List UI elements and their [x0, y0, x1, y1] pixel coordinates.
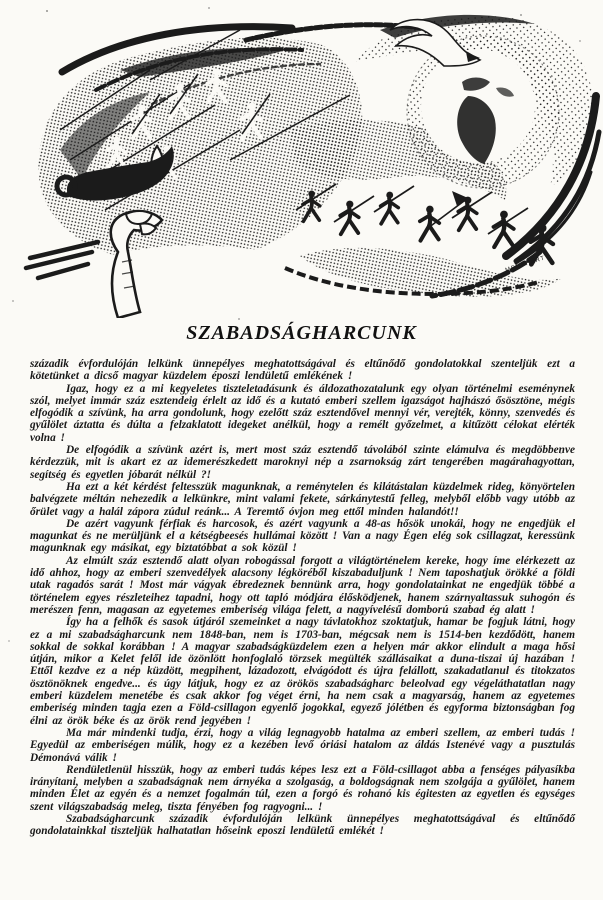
article-body	[30, 358, 575, 838]
header-illustration	[0, 0, 603, 318]
body-paragraph-7: Így ha a felhők és sasok útjáról szemeinket a nagy távlatokhoz szoktatjuk, hamar be fogjuk látni, hogy ez a mi szabadságharcunk nem 1848-ban, nem is 1703-ban, mégcsak nem is 1514-ben kezdődött, hanem sokkal de sokkal korábban ! A magyar szabadságküzdelem ezen a helyen már akkor elindult a maga hősi útján, mikor a Kelet felől ide özönlött honfoglaló törzsek megülték szállásaikat a duna-tiszai új hazában ! Ettől kezdve ez a nép küzdött, megpihent, lázadozott, elvágódott és újra felállott, szakadatlanul és titokzatos ösztönöknek engedve... és úgy látjuk, hogy ez az örökös szabadságharc beleolvad egy végeláthatatlan nagy emberi küzdelem menetébe és csak akkor fog véget érni, ha nem csak a magyarság, hanem az egyetemes emberiség minden tagja ezen a Föld-csillagon egyenlő jogokkal, egyező jólétben és egyforma biztonságban fog élni az örök béke és az örök rend jegyében !	[30, 616, 575, 727]
body-paragraph-9: Rendületlenül hisszük, hogy az emberi tudás képes lesz ezt a Föld-csillagot abba a fenséges pályasíkba irányítani, melyben a szabadságnak nem árnyéka a szolgaság, a boldogságnak nem szolgája a gyűlölet, hanem minden Élet az egyén és a nemzet fogalmán túl, ezen a forgó és rohanó kis égitesten az egyetlen és egységes szent világszabadság meleg, tiszta fényében fog ragyogni... !	[30, 763, 575, 813]
page-title: SZABADSÁGHARCUNK	[186, 322, 417, 344]
body-paragraph-8: Ma már mindenki tudja, érzi, hogy a világ legnagyobb hatalma az emberi szellem, az emberi tudás ! Egyedül az emberiségen múlik, hogy ez a kezében levő óriási hatalom az áldás Istenévé vagy a pusztulás Démonává válik !	[30, 726, 575, 764]
body-paragraph-5: De azért vagyunk férfiak és harcosok, és azért vagyunk a 48-as hősök unokái, hogy ne engedjük el magunkat és ne merüljünk el a kétségbeesés hullámai között ! Van a nagy Égen elég sok csillagzat, keressünk magunknak egy másikat, egy biztatóbbat a sok közül !	[30, 517, 575, 555]
globe-icon	[407, 36, 559, 188]
signature-text: MENYHÁRT	[504, 255, 547, 274]
body-paragraph-6: Az elmúlt száz esztendő alatt olyan robogással forgott a világtörténelem kereke, hogy íme elérkezett az idő ahhoz, hogy az emberi szenvedélyek alacsony légköréből kiszabaduljunk ! Nem taposhatjuk örökké a földi utak ragadós sarát ! Most már vágyak ébredeznek bennünk arra, hogy gondolatainkat ne engedjük többé a történelem egyes részleteihez tapadni, hogy ott tapló módjára élősködjenek, hanem szárnyaltassuk suhogón és merészen fenn, magasan az egyetemes emberiség világa felett, a nagyívelésű domború szabad ég alatt !	[30, 554, 575, 616]
scan-specks	[0, 0, 2, 2]
body-paragraph-1: századik évfordulóján lelkünk ünnepélyes meghatottságával és eltűnődő gondolatokkal szenteljük ezt a kötetünket a dicső magyar küzdelem époszi lendületű emlékének !	[30, 358, 575, 383]
body-paragraph-10: Szabadságharcunk századik évfordulóján lelkünk ünnepélyes meghatottságával és eltűnődő gondolatainkkal tiszteljük halhatatlan hőseink eposzi lendületű emlékét !	[30, 812, 575, 838]
body-paragraph-4: Ha ezt a két kérdést feltesszük magunknak, a reménytelen és kilátástalan küzdelmek rideg, könyörtelen balvégzete méltán nehezedik a lelkünkre, mint valami fekete, sárkánytestű felleg, melyből előbb vagy utóbb az őrület vagy a halál zápora zúdul reánk... A Teremtő óvjon meg ettől minden halandót!!	[30, 480, 575, 518]
body-paragraph-2: Igaz, hogy ez a mi kegyeletes tiszteletadásunk és áldozathozatalunk egy olyan történelmi eseménynek szól, melyet immár száz esztendeig érlelt az idő és a kutató emberi szellem igazságot hajhászó ősösztöne, mégis elfogódik a szívünk, ha arra gondolunk, hogy ezelőtt száz esztendővel mennyi vér, verejték, könny, szenvedés és gyűlölet áztatta és dúlta a felzaklatott idegeket anélkül, hogy a remélt győzelmet, a kitűzött célokat elérték volna !	[30, 382, 575, 444]
body-paragraph-3: De elfogódik a szívünk azért is, mert most száz esztendő távolából szinte elámulva és megdöbbenve kérdezzük, mit is akart ez az idemerészkedett maroknyi nép a zsarnokság zárt tengerében magárahagyottan, segítség és egyetlen jóbarát nélkül ?!	[30, 444, 575, 481]
